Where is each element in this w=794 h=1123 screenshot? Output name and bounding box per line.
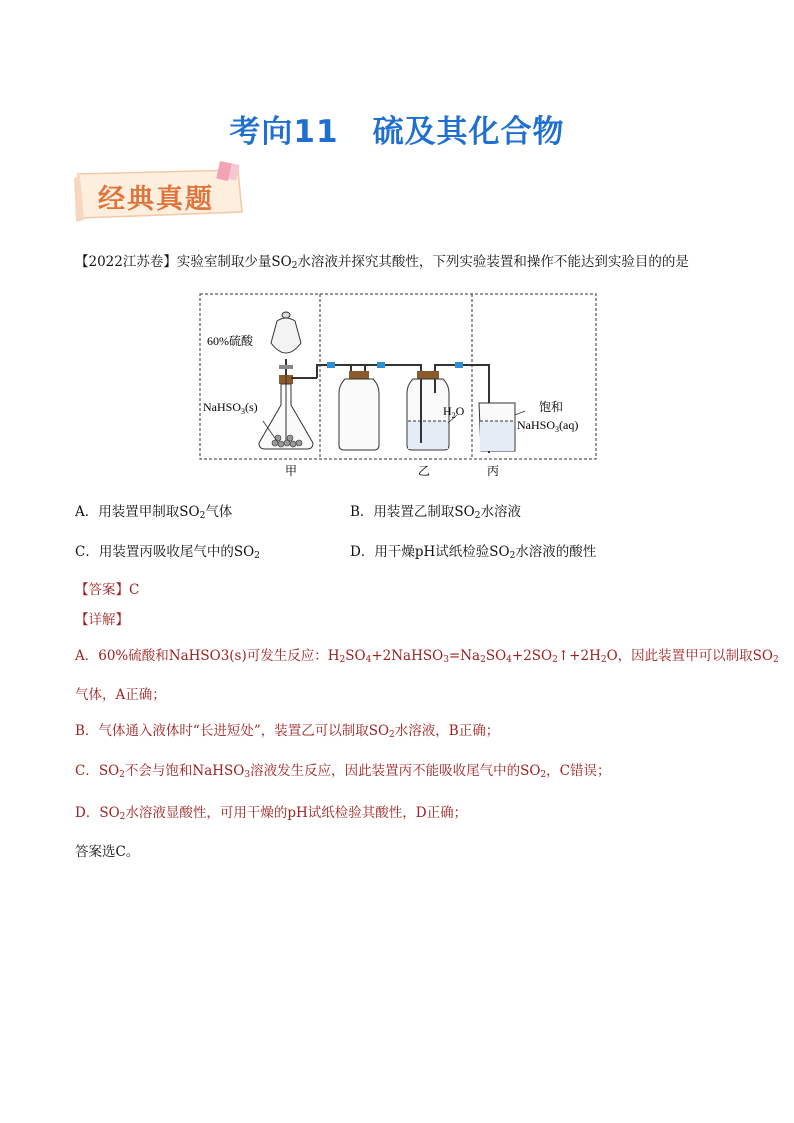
section-badge-text: 经典真题 [98,184,214,215]
option-d: D．用干燥pH试纸检验$SO_2$水溶液的酸性 [350,544,597,561]
option-a: A．用装置甲制取$SO_2$气体 [75,504,233,521]
question-stem: 【2022江苏卷】实验室制取少量$SO_2$水溶液并探究其酸性，下列实验装置和操作不能达到实验目的的是 [75,254,689,271]
question-source: 【2022江苏卷】 [75,254,177,270]
label-nahso3-s: NaHSO$_3$(s) [203,400,258,416]
page-title [0,106,794,151]
detail-b: B．气体通入液体时“长进短处”，装置乙可以制取$SO_2$水溶液，B正确； [75,723,500,740]
detail-a-line1: A．60%硫酸和NaHSO3(s)可发生反应：$H_2SO_4+2NaHSO_3=Na_2SO_4+2SO_2↑+2H_2O$，因此装置甲可以制取$SO_2$ [75,648,779,665]
answer-label: 【答案】 [75,582,129,598]
detail-d: D．$SO_2$水溶液显酸性，可用干燥的pH试纸检验其酸性，D正确； [75,805,468,822]
label-bing: 丙 [487,464,500,478]
title-topic: 硫及其化合物 [372,114,565,150]
detail-c: C．$SO_2$不会与饱和NaHSO$_3$溶液发生反应，因此装置丙不能吸收尾气中的$SO_2$，C错误； [75,763,611,780]
answer-value: C [129,582,140,598]
final-answer: 答案选C。 [75,844,140,860]
label-yi: 乙 [418,464,431,478]
answer [75,580,139,600]
label-60-acid: 60%硫酸 [207,334,253,348]
label-saturated: 饱和 [539,400,564,414]
detail-a-line2: 气体，A正确； [75,687,166,703]
title-number: 考向11 [229,114,339,150]
apparatus-diagram [199,293,597,481]
label-jia: 甲 [285,464,298,478]
label-water: $H_2O$ [443,404,465,420]
option-c: C．用装置丙吸收尾气中的$SO_2$ [75,544,260,561]
option-b: B．用装置乙制取$SO_2$水溶液 [350,504,521,521]
detail-label: 【详解】 [75,612,129,628]
label-nahso3-aq: NaHSO$_3$(aq) [517,418,579,434]
